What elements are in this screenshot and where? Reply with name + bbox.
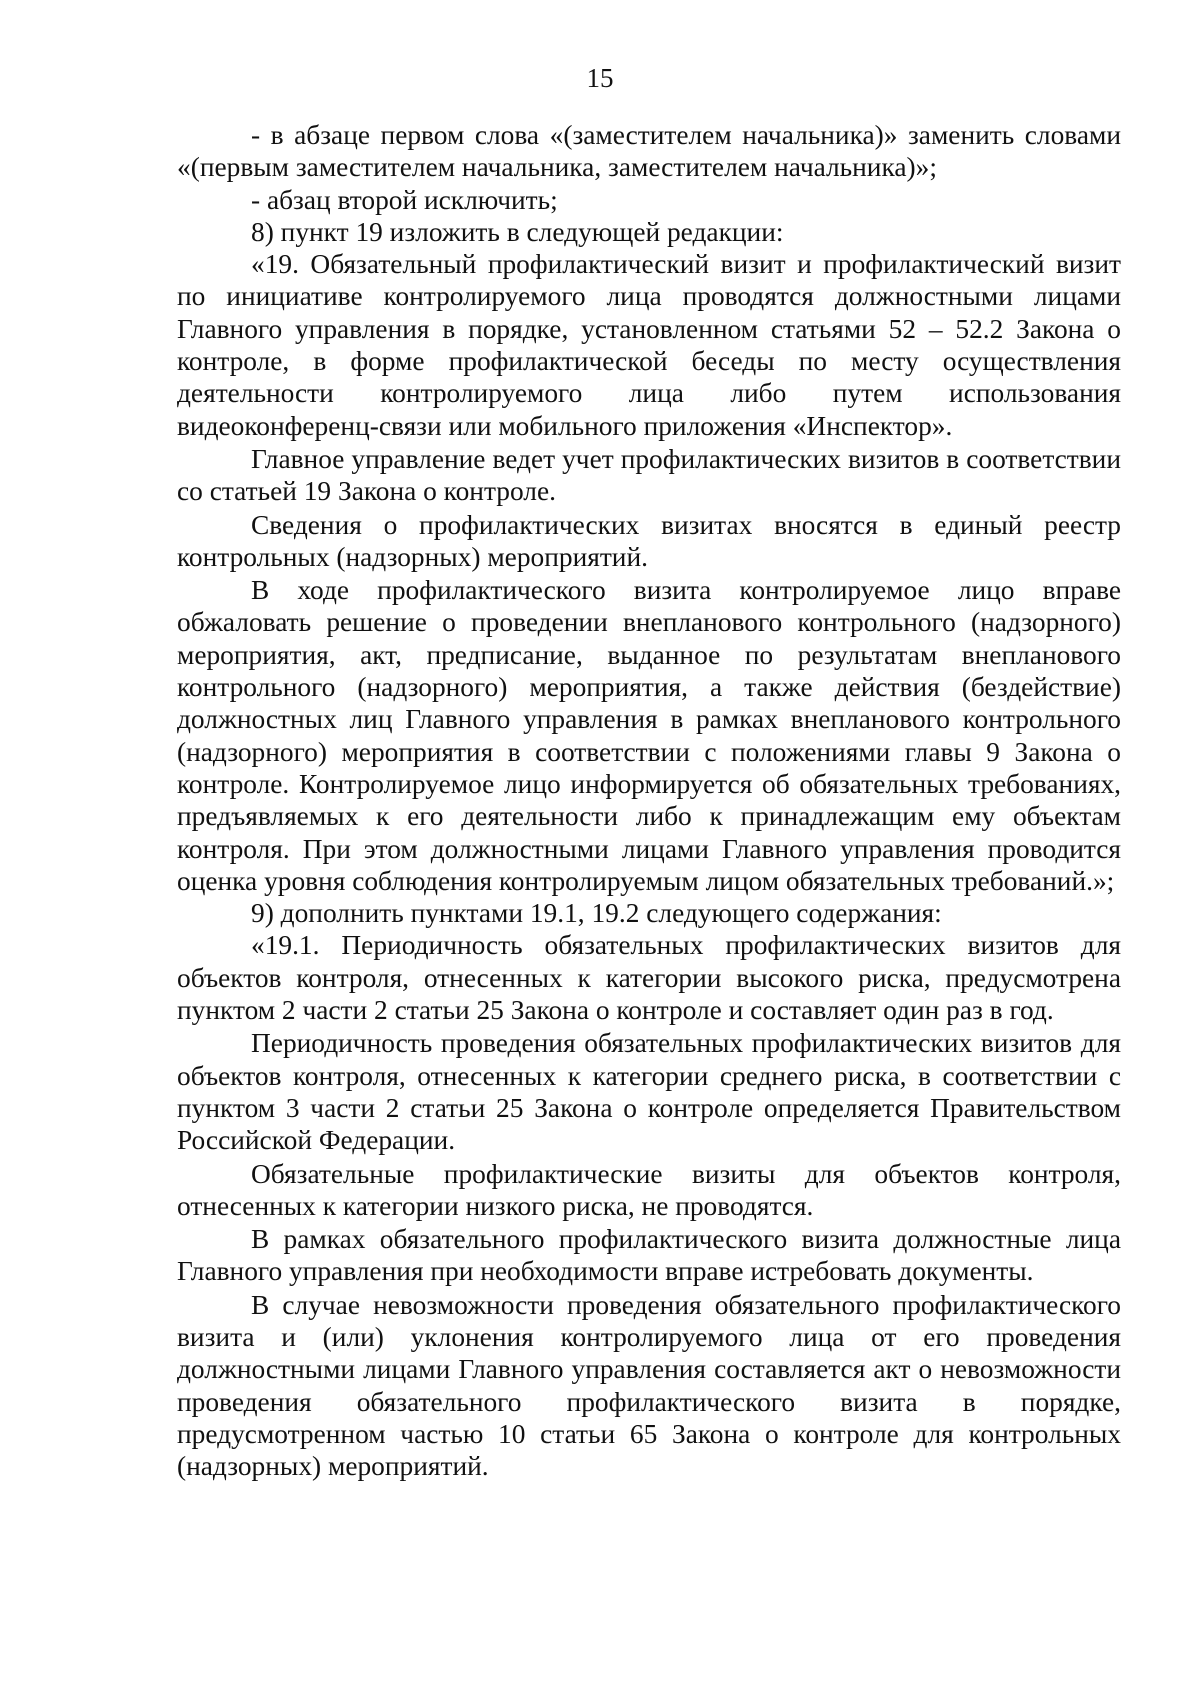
- paragraph-2: - абзац второй исключить;: [251, 184, 558, 215]
- document-body: [177, 119, 1121, 1482]
- paragraph-1: - в абзаце первом слова «(заместителем начальника)» заменить словами «(первым заместителем начальника, заместителем начальника)»;: [177, 120, 1121, 183]
- paragraph-8: 9) дополнить пунктами 19.1, 19.2 следующего содержания:: [251, 898, 942, 929]
- paragraph-13: В случае невозможности проведения обязательного профилактического визита и (или) уклонения контролируемого лица от его проведения должностными лицами Главного управления составляется акт о невозможности проведения обязательного профилактического визита в порядке, предусмотренном частью 10 статьи 65 Закона о контроле для контрольных (надзорных) мероприятий.: [177, 1289, 1121, 1482]
- paragraph-3: 8) пункт 19 изложить в следующей редакции:: [251, 216, 784, 247]
- paragraph-4: «19. Обязательный профилактический визит и профилактический визит по инициативе контролируемого лица проводятся должностными лицами Главного управления в порядке, установленном статьями 52 – 52.2 Закона о контроле, в форме профилактической беседы по месту осуществления деятельности контролируемого лица либо путем использования видеоконференц-связи или мобильного приложения «Инспектор».: [177, 249, 1121, 441]
- paragraph-7: В ходе профилактического визита контролируемое лицо вправе обжаловать решение о проведении внепланового контрольного (надзорного) мероприятия, акт, предписание, выданное по результатам внепланового контрольного (надзорного) мероприятия, а также действия (бездействие) должностных лиц Главного управления в рамках внепланового контрольного (надзорного) мероприятия в соответствии с положениями главы 9 Закона о контроле. Контролируемое лицо информируется об обязательных требованиях, предъявляемых к его деятельности либо к принадлежащим ему объектам контроля. При этом должностными лицами Главного управления проводится оценка уровня соблюдения контролируемым лицом обязательных требований.»;: [177, 575, 1121, 896]
- paragraph-11: Обязательные профилактические визиты для объектов контроля, отнесенных к категории низкого риска, не проводятся.: [177, 1158, 1121, 1221]
- paragraph-6: Сведения о профилактических визитах вносятся в единый реестр контрольных (надзорных) мероприятий.: [177, 509, 1121, 572]
- paragraph-12: В рамках обязательного профилактического визита должностные лица Главного управления при необходимости вправе истребовать документы.: [177, 1224, 1121, 1287]
- paragraph-9: «19.1. Периодичность обязательных профилактических визитов для объектов контроля, отнесенных к категории высокого риска, предусмотрена пунктом 2 части 2 статьи 25 Закона о контроле и составляет один раз в год.: [177, 930, 1121, 1026]
- page-number: 15: [586, 63, 614, 93]
- paragraph-10: Периодичность проведения обязательных профилактических визитов для объектов контроля, отнесенных к категории среднего риска, в соответствии с пунктом 3 части 2 статьи 25 Закона о контроле определяется Правительством Российской Федерации.: [177, 1028, 1121, 1156]
- paragraph-5: Главное управление ведет учет профилактических визитов в соответствии со статьей 19 Закона о контроле.: [177, 443, 1121, 507]
